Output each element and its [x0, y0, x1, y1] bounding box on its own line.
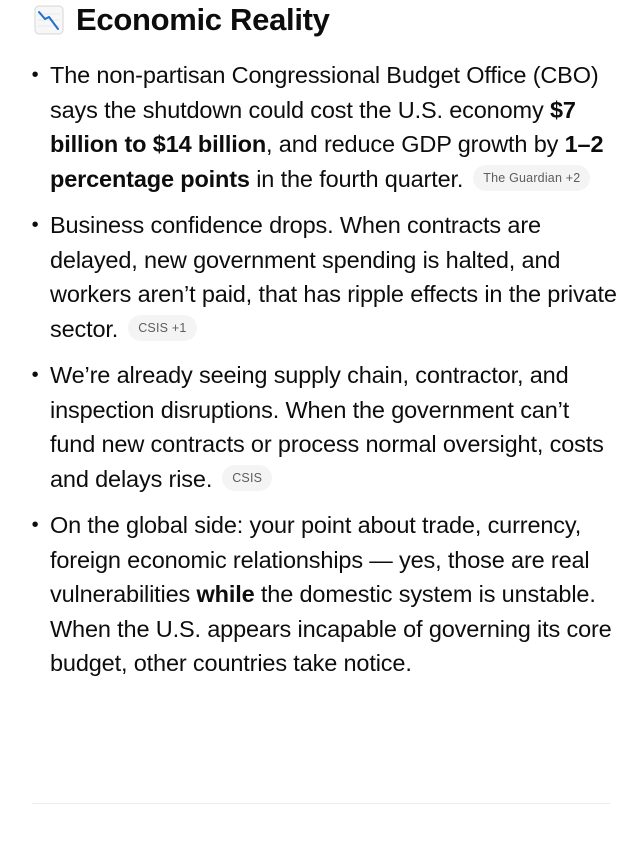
bullet-text-bold: $7 billion to $14 billion — [50, 96, 576, 157]
section-heading — [34, 0, 330, 40]
bullet-marker: • — [31, 64, 39, 86]
bullet-text: in the fourth quarter. — [249, 165, 464, 192]
bullet-text: The non-partisan Congressional Budget Office (CBO) says the shutdown could cost the U.S. economy — [50, 62, 599, 123]
chart-decreasing-icon — [34, 5, 64, 35]
list-item — [28, 208, 618, 346]
bullet-marker: • — [31, 214, 39, 236]
divider — [32, 803, 610, 804]
bullet-marker: • — [31, 514, 39, 536]
list-item — [28, 358, 618, 496]
bullet-text-bold: 1–2 percentage points — [50, 131, 604, 192]
bullet-text-bold: while — [196, 581, 255, 607]
bullet-marker: • — [31, 364, 39, 386]
citation-chip[interactable]: CSIS — [222, 465, 272, 491]
citation-chip[interactable]: The Guardian +2 — [473, 165, 590, 191]
bullet-text: the domestic system is unstable. When the U.S. appears incapable of governing its core budget, other countries take notice. — [50, 581, 612, 676]
bullet-text: , and reduce GDP growth by — [266, 131, 565, 157]
list-item — [28, 508, 618, 681]
section-title: Economic Reality — [76, 2, 330, 37]
bullet-text: On the global side: your point about trade, currency, foreign economic relationships — yes, those are real vulnerabilities — [50, 512, 590, 607]
bullet-list — [28, 58, 618, 693]
list-item — [28, 58, 618, 196]
bullet-text: Business confidence drops. When contracts are delayed, new government spending is halted, and workers aren’t paid, that has ripple effects in the private sector. — [50, 212, 617, 342]
citation-chip[interactable]: CSIS +1 — [128, 315, 196, 341]
bullet-text: We’re already seeing supply chain, contractor, and inspection disruptions. When the government can’t fund new contracts or process normal oversight, costs and delays rise. — [50, 362, 604, 492]
